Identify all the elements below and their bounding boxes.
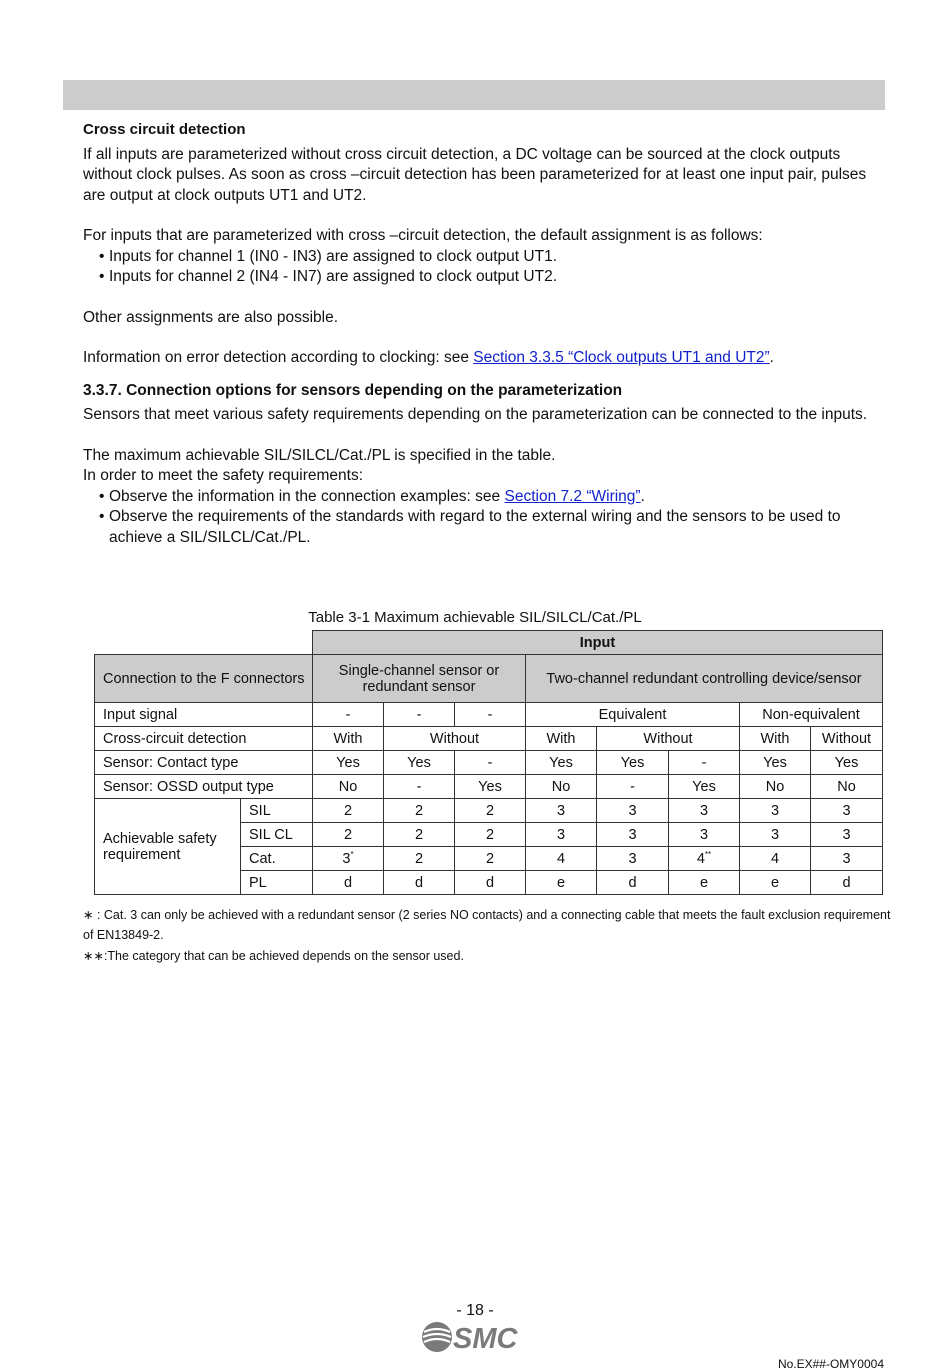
row-label: SIL [241,799,313,823]
channel-assignment-list [83,247,883,288]
cell: e [526,871,597,895]
section-72-link[interactable]: Section 7.2 “Wiring” [504,487,641,505]
cell: 2 [313,823,384,847]
footnote-2 [83,946,893,966]
achievable-label: Achievable safety requirement [95,799,241,895]
cell: With [526,727,597,751]
cell [313,847,384,871]
cell [669,847,740,871]
table-row [95,703,883,727]
table-row [95,775,883,799]
cell: No [740,775,811,799]
cell: Non-equivalent [740,703,883,727]
list-item: • Observe the requirements of the standards with regard to the external wiring and the sensors to be used to achieve a SIL/SILCL/Cat./PL. [99,507,883,548]
page-number: - 18 - [456,1302,494,1319]
cell: d [597,871,669,895]
svg-text:SMC: SMC [453,1323,518,1354]
cell: Without [384,727,526,751]
cell: - [597,775,669,799]
single-channel-header: Single-channel sensor or redundant sensor [313,655,526,703]
cell: No [526,775,597,799]
document-number: No.EX##-OMY0004 [777,1357,884,1371]
cell: 3 [811,847,883,871]
cell: e [740,871,811,895]
cell: d [811,871,883,895]
cell: 3 [669,799,740,823]
section-title: Connection options for sensors depending on the parameterization [126,381,623,399]
cell: 3 [740,823,811,847]
cell: Yes [811,751,883,775]
row-label: SIL CL [241,823,313,847]
header-bar [63,80,885,110]
cell: 3 [811,799,883,823]
cell: 2 [455,799,526,823]
cell: Yes [669,775,740,799]
text: . [769,349,774,366]
row-label: Sensor: Contact type [95,751,313,775]
cross-circuit-paragraph-1: If all inputs are parameterized without cross circuit detection, a DC voltage can be sourced at the clock outputs without clock pulses. As soon as cross –circuit detection has been parameterized for at least one input pair, pulses are output at clock outputs UT1 and UT2. [83,145,867,204]
cell: 3 [597,847,669,871]
cell: Yes [740,751,811,775]
cell: 2 [384,847,455,871]
cell: Yes [597,751,669,775]
cell: Yes [526,751,597,775]
safety-requirements-list [83,487,883,549]
cell: d [384,871,455,895]
cell: Equivalent [526,703,740,727]
cell: 3 [526,823,597,847]
cell: 4 [740,847,811,871]
two-channel-header: Two-channel redundant controlling device/sensor [526,655,883,703]
cell: Yes [455,775,526,799]
smc-logo [420,1320,530,1354]
table-caption: Table 3-1 Maximum achievable SIL/SILCL/Cat./PL [308,609,642,626]
cell: 3 [740,799,811,823]
row-label: Cross-circuit detection [95,727,313,751]
table-row [95,727,883,751]
connection-label: Connection to the F connectors [95,655,313,703]
text: . [640,487,645,505]
section-337-paragraph-1: Sensors that meet various safety requirements depending on the parameterization can be connected to the inputs. [83,406,868,423]
cross-circuit-paragraph-2: For inputs that are parameterized with cross –circuit detection, the default assignment is as follows: [83,227,763,244]
cell: Without [597,727,740,751]
smc-logo-icon [420,1320,530,1354]
cell: 2 [384,823,455,847]
cell: e [669,871,740,895]
cell: - [669,751,740,775]
footnote-mark: ** [704,850,712,860]
cell: - [384,775,455,799]
cell: No [811,775,883,799]
cell: - [384,703,455,727]
cell: - [313,703,384,727]
section-number: 3.3.7. [83,381,122,399]
footnote-text: Cat. 3 can only be achieved with a redundant sensor (2 series NO contacts) and a connecting cable that meets the fault exclusion requirement of EN13849-2. [83,908,891,942]
cell: Without [811,727,883,751]
row-label: Input signal [95,703,313,727]
cell: - [455,751,526,775]
value: 4 [696,850,705,867]
cell: Yes [313,751,384,775]
cell: 2 [384,799,455,823]
page-content [83,120,883,548]
cross-circuit-heading: Cross circuit detection [83,121,246,138]
cell: 3 [597,823,669,847]
row-label: Cat. [241,847,313,871]
cell: 3 [597,799,669,823]
section-337-paragraph-3: In order to meet the safety requirements: [83,467,363,484]
table-row [95,799,883,823]
cell: Yes [384,751,455,775]
section-337-paragraph-2: The maximum achievable SIL/SILCL/Cat./PL is specified in the table. [83,446,556,464]
cell: With [313,727,384,751]
cell: d [455,871,526,895]
cross-circuit-paragraph-4 [83,348,883,369]
footnote-text: The category that can be achieved depends on the sensor used. [107,949,464,963]
cross-circuit-paragraph-3: Other assignments are also possible. [83,308,339,326]
row-label: Sensor: OSSD output type [95,775,313,799]
footnote-mark: ∗ : [83,908,101,922]
row-label: PL [241,871,313,895]
cell: d [313,871,384,895]
safety-table [94,630,883,895]
section-335-link[interactable]: Section 3.3.5 “Clock outputs UT1 and UT2” [473,349,770,366]
text: Information on error detection according to clocking: see [83,349,474,366]
section-337-heading [83,381,883,402]
cell: 3 [526,799,597,823]
footnote-mark: ∗∗: [83,949,108,963]
table-row [95,751,883,775]
list-item: • Inputs for channel 1 (IN0 - IN3) are assigned to clock output UT1. [99,247,883,268]
cell: 2 [313,799,384,823]
cell: 2 [455,847,526,871]
cell: 2 [455,823,526,847]
footnote-1 [83,905,893,945]
cell: No [313,775,384,799]
list-item [99,487,883,508]
cell: 4 [526,847,597,871]
cell: 3 [811,823,883,847]
input-header: Input [313,631,883,655]
cell: 3 [669,823,740,847]
text: Observe the information in the connection examples: see [109,487,505,505]
cell: - [455,703,526,727]
list-item: • Inputs for channel 2 (IN4 - IN7) are assigned to clock output UT2. [99,267,883,288]
cell: With [740,727,811,751]
value: 3 [342,850,351,867]
footnote-mark: * [350,850,354,860]
